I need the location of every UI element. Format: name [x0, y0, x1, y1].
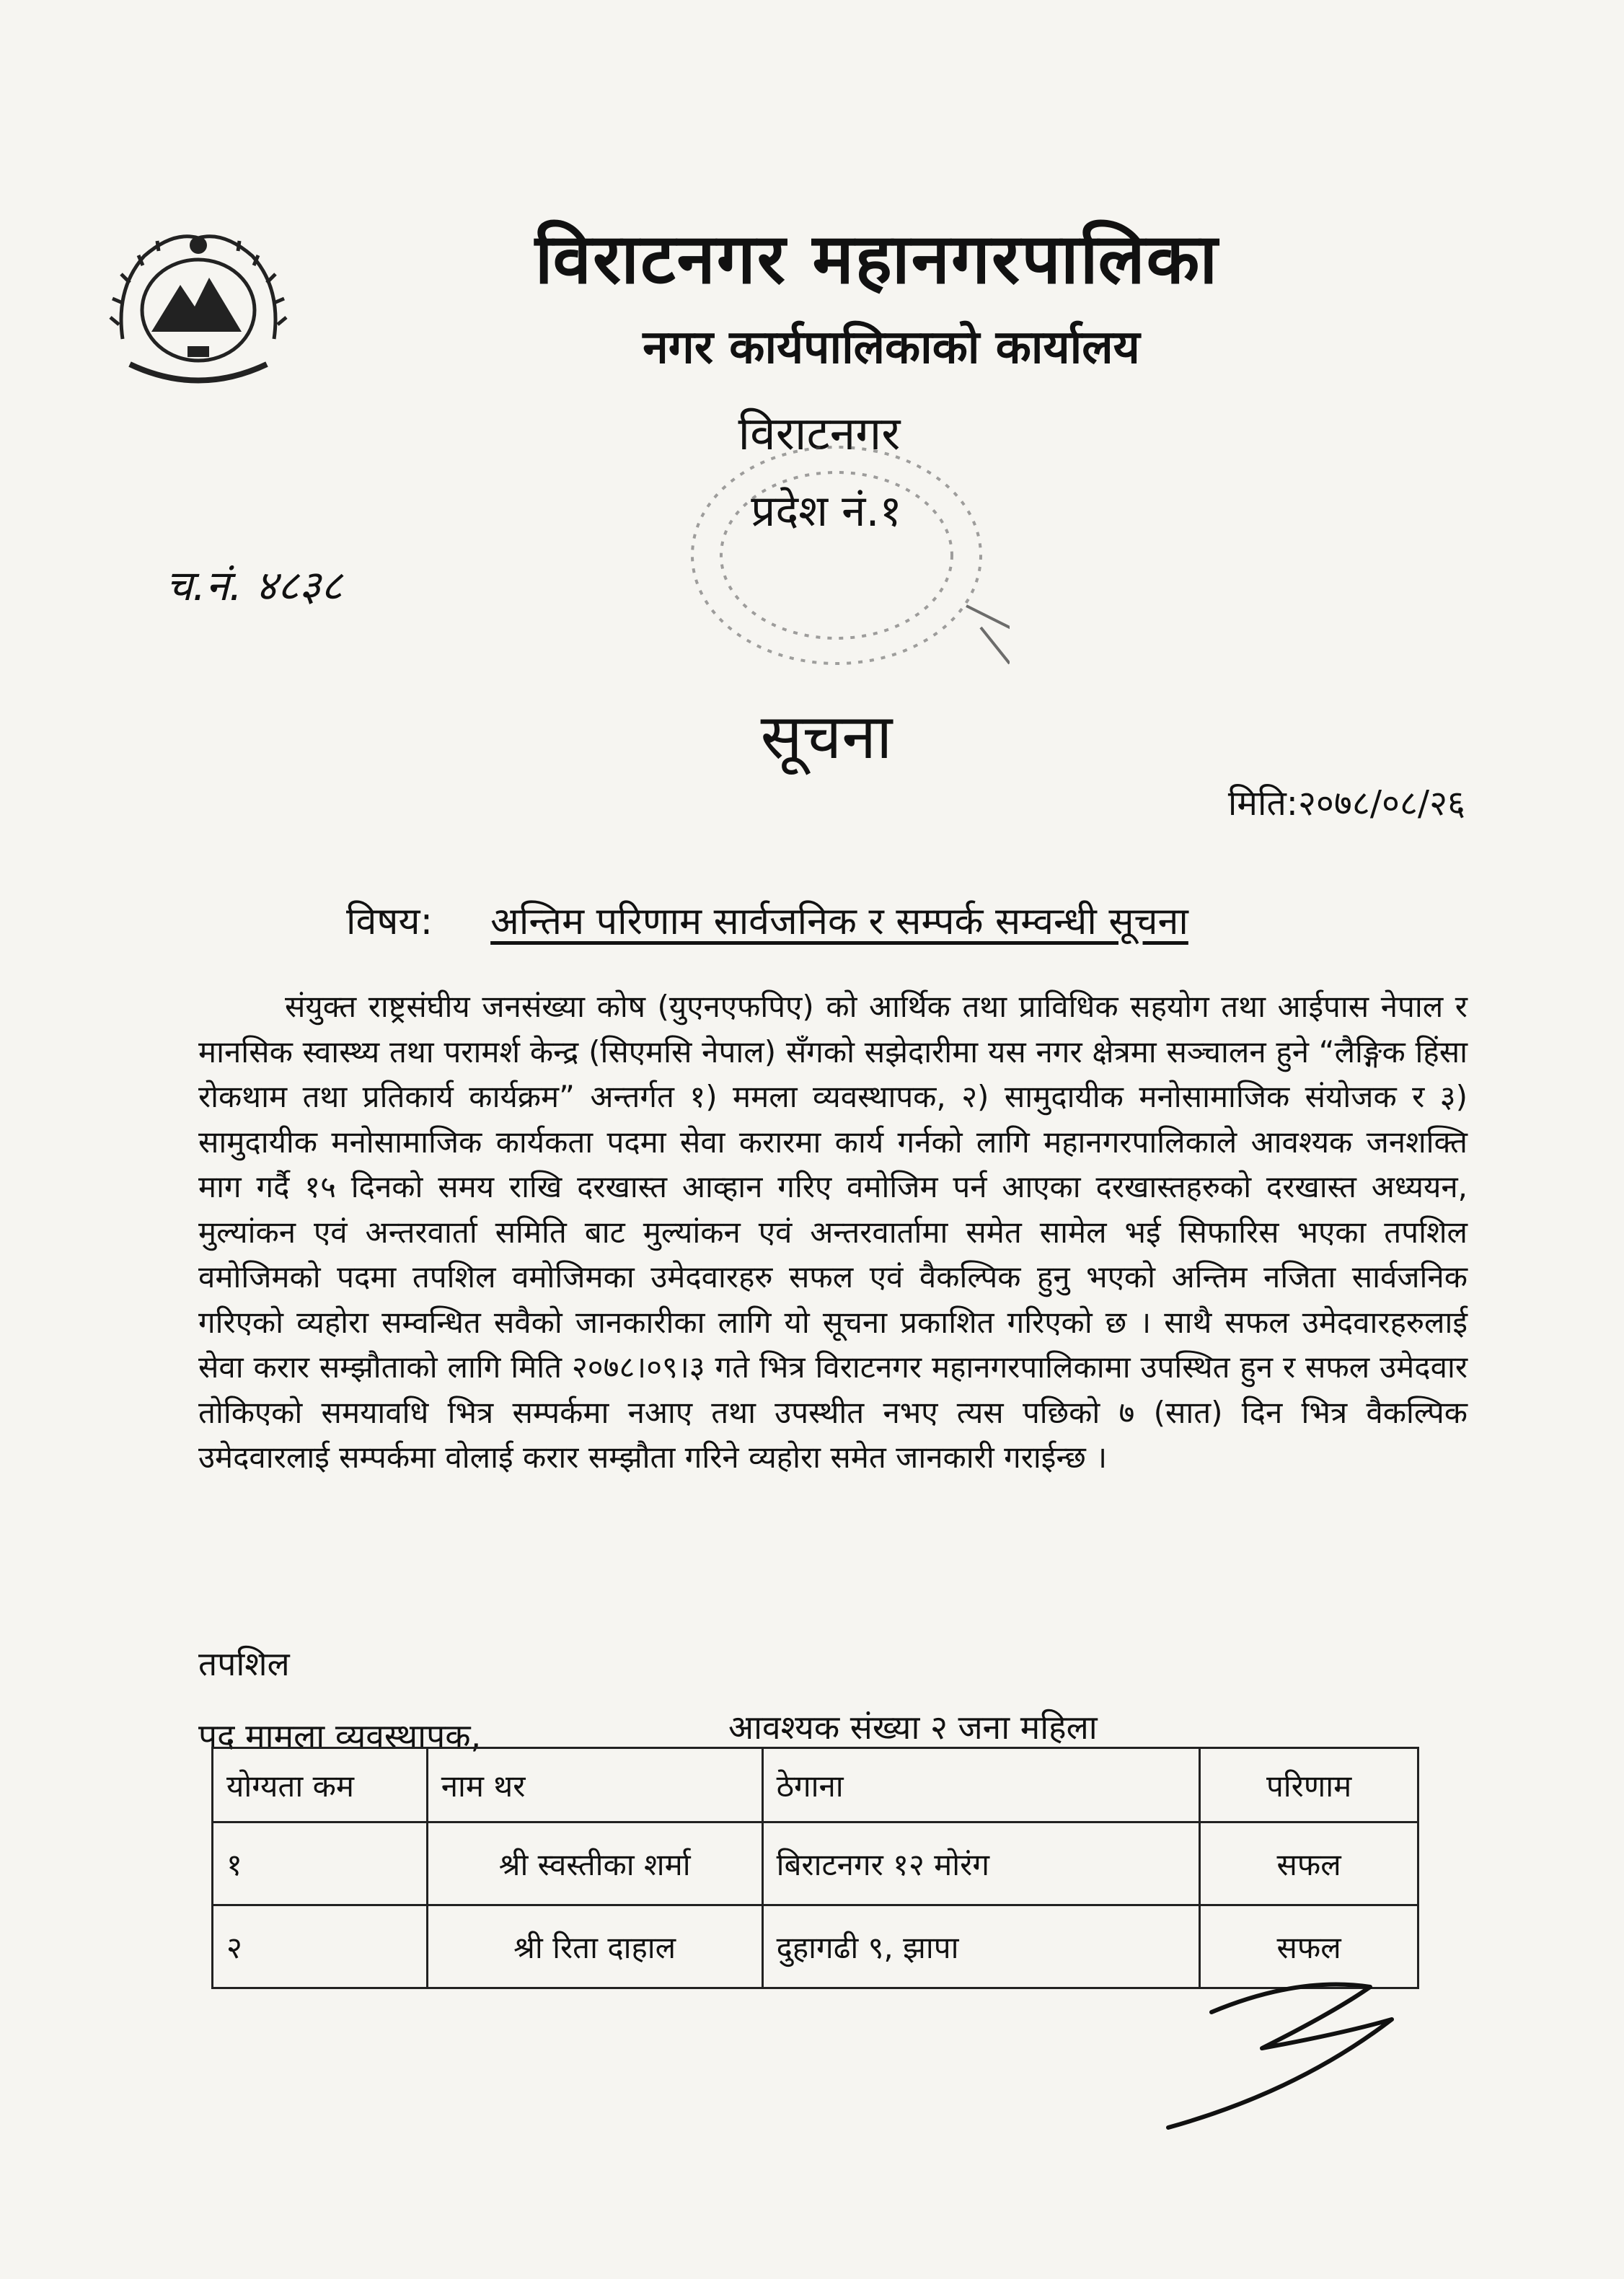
cell-rank: १ — [213, 1822, 428, 1905]
subject-text: अन्तिम परिणाम सार्वजनिक र सम्पर्क सम्वन्धी सूचना — [490, 900, 1188, 943]
office-city: विराटनगर — [738, 407, 901, 461]
header-address: ठेगाना — [762, 1748, 1200, 1822]
notice-body: संयुक्त राष्ट्रसंघीय जनसंख्या कोष (युएनएफपिए) को आर्थिक तथा प्राविधिक सहयोग तथा आईपास नेपाल र मानसिक स्वास्थ्य तथा परामर्श केन्द्र (सिएमसि नेपाल) सँगको सझेदारीमा यस नगर क्षेत्रमा सञ्चालन हुने “लैङ्गिक हिंसा रोकथाम तथा प्रतिकार्य कार्यक्रम” अन्तर्गत १) ममला व्यवस्थापक, २) सामुदायीक मनोसामाजिक संयोजक र ३) सामुदायीक मनोसामाजिक कार्यकता पदमा सेवा करारमा कार्य गर्नको लागि महानगरपालिकाले आवश्यक जनशक्ति माग गर्दै १५ दिनको समय राखि दरखास्त आव्हान गरिए वमोजिम पर्न आएका दरखास्तहरुको दरखास्त अध्ययन, मुल्यांकन एवं अन्तरवार्ता समिति बाट मुल्यांकन एवं अन्तरवार्तामा समेत सामेल भई सिफारिस भएका तपशिल वमोजिमको पदमा तपशिल वमोजिमका उमेदवारहरु सफल एवं वैकल्पिक हुनु भएको अन्तिम नजिता सार्वजनिक गरिएको व्यहोरा सम्वन्धित सवैको जानकारीका लागि यो सूचना प्रकाशित गरिएको छ । साथै सफल उमेदवारहरुलाई सेवा करार सम्झौताको लागि मिति २०७८।०९।३ गते भित्र विराटनगर महानगरपालिकामा उपस्थित हुन र सफल उमेदवार तोकिएको समयावधि भित्र सम्पर्कमा नआए तथा उपस्थीत नभए त्यस पछिको ७ (सात) दिन भित्र वैकल्पिक उमेदवारलाई सम्पर्कमा वोलाई करार सम्झौता गरिने व्यहोरा समेत जानकारी गराईन्छ । — [198, 989, 1468, 1475]
header-result: परिणाम — [1200, 1748, 1418, 1822]
cell-result: सफल — [1200, 1905, 1418, 1988]
subject-line — [346, 894, 1188, 945]
header-rank: योग्यता कम — [213, 1748, 428, 1822]
header-name: नाम थर — [427, 1748, 762, 1822]
notice-title: सूचना — [760, 701, 893, 773]
cell-result: सफल — [1200, 1822, 1418, 1905]
results-table — [211, 1747, 1419, 1989]
cell-address: दुहागढी ९, झापा — [762, 1905, 1200, 1988]
table-header-row — [213, 1748, 1418, 1822]
organization-name: विराटनगर महानगरपालिका — [534, 219, 1219, 299]
cell-address: बिराटनगर १२ मोरंग — [762, 1822, 1200, 1905]
table-row — [213, 1822, 1418, 1905]
details-label: तपशिल — [198, 1644, 290, 1683]
post-requirement: आवश्यक संख्या २ जना महिला — [728, 1708, 1098, 1747]
office-stamp-seal-icon — [663, 433, 1010, 707]
province-name: प्रदेश नं.१ — [751, 486, 902, 537]
reference-number: च.नं. ४८३८ — [166, 561, 343, 610]
cell-name: श्री स्वस्तीका शर्मा — [427, 1822, 762, 1905]
office-name: नगर कार्यपालिकाको कार्यालय — [643, 321, 1140, 374]
notice-date: मिति:२०७८/०८/२६ — [1227, 783, 1465, 824]
cell-rank: २ — [213, 1905, 428, 1988]
handwritten-signature-icon — [1154, 1969, 1399, 2135]
post-label: पद मामला व्यवस्थापक, — [198, 1716, 482, 1755]
subject-label: विषय: — [346, 900, 433, 943]
cell-name: श्री रिता दाहाल — [427, 1905, 762, 1988]
